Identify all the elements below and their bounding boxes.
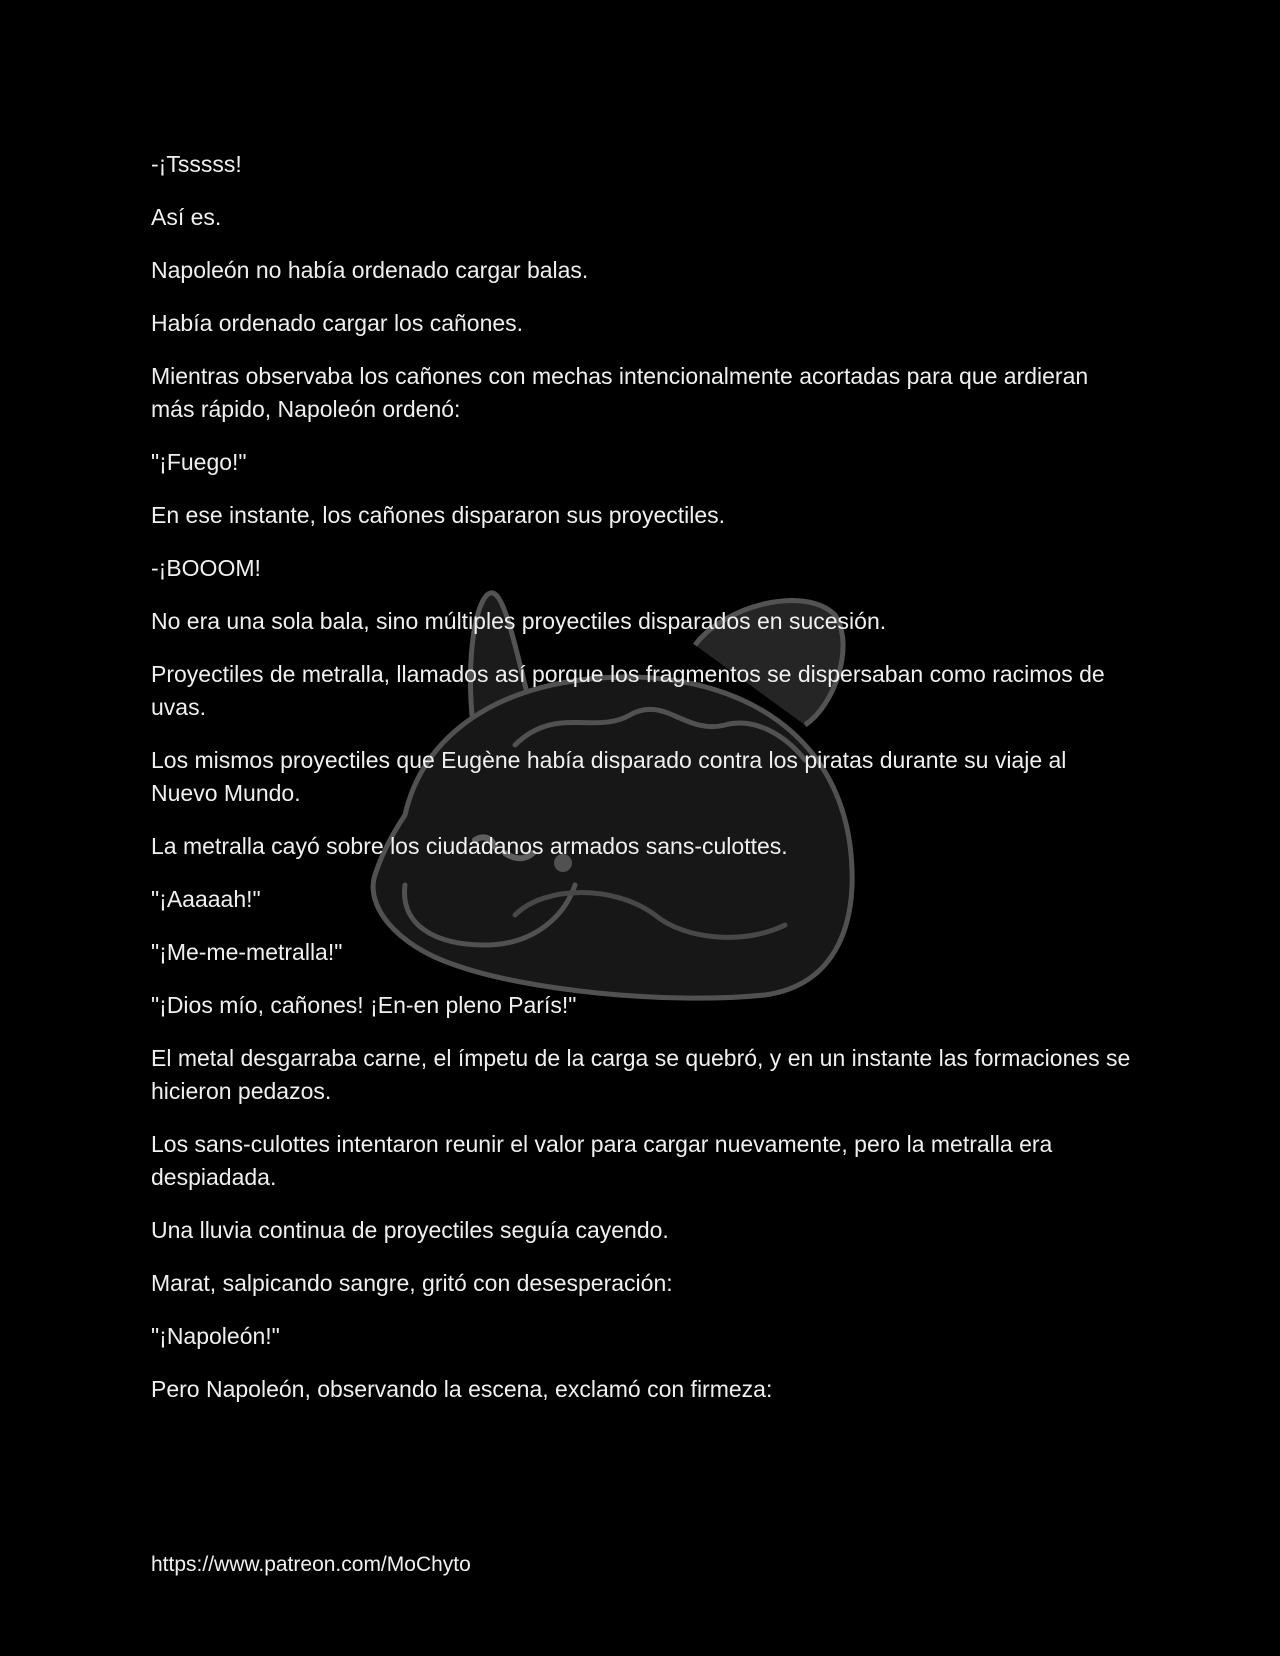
paragraph: Marat, salpicando sangre, gritó con desesperación: — [151, 1270, 673, 1296]
paragraph: "¡Fuego!" — [151, 449, 247, 475]
paragraph: "¡Napoleón!" — [151, 1323, 280, 1349]
paragraph: Napoleón no había ordenado cargar balas. — [151, 257, 589, 283]
paragraph: "¡Aaaaah!" — [151, 886, 261, 912]
paragraph: Proyectiles de metralla, llamados así porque los fragmentos se dispersaban como racimos de uvas. — [151, 661, 1105, 720]
paragraph: "¡Me-me-metralla!" — [151, 939, 343, 965]
patreon-link[interactable]: https://www.patreon.com/MoChyto — [151, 1553, 471, 1576]
paragraph: El metal desgarraba carne, el ímpetu de la carga se quebró, y en un instante las formaciones se hicieron pedazos. — [151, 1045, 1131, 1104]
paragraph: La metralla cayó sobre los ciudadanos armados sans-culottes. — [151, 833, 788, 859]
paragraph: Los sans-culottes intentaron reunir el valor para cargar nuevamente, pero la metralla era despiadada. — [151, 1131, 1053, 1190]
paragraph: -¡Tsssss! — [151, 151, 242, 177]
paragraph: Mientras observaba los cañones con mechas intencionalmente acortadas para que ardieran más rápido, Napoleón ordenó: — [151, 363, 1089, 422]
story-text — [151, 148, 1131, 1426]
paragraph: Los mismos proyectiles que Eugène había disparado contra los piratas durante su viaje al Nuevo Mundo. — [151, 747, 1067, 806]
paragraph: Una lluvia continua de proyectiles seguía cayendo. — [151, 1217, 669, 1243]
paragraph: No era una sola bala, sino múltiples proyectiles disparados en sucesión. — [151, 608, 887, 634]
paragraph: Así es. — [151, 204, 222, 230]
paragraph: -¡BOOOM! — [151, 555, 261, 581]
paragraph: Había ordenado cargar los cañones. — [151, 310, 524, 336]
paragraph: En ese instante, los cañones dispararon sus proyectiles. — [151, 502, 726, 528]
paragraph: "¡Dios mío, cañones! ¡En-en pleno París!" — [151, 992, 577, 1018]
paragraph: Pero Napoleón, observando la escena, exclamó con firmeza: — [151, 1376, 773, 1402]
